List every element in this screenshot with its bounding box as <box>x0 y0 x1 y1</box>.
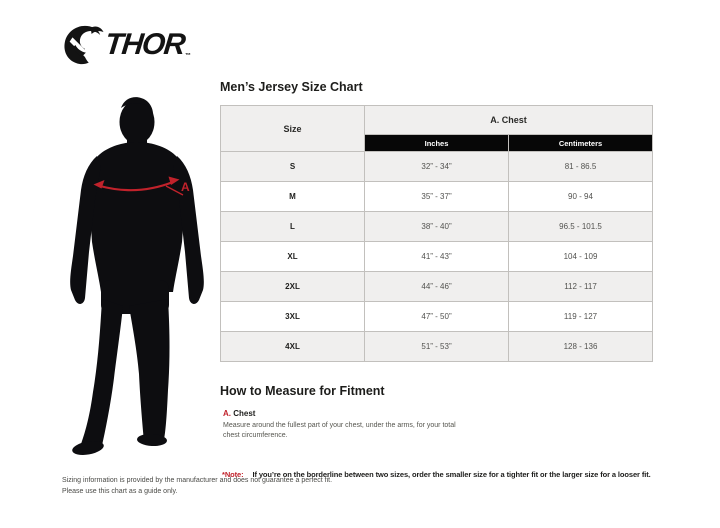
inches-value: 44” - 46” <box>365 272 509 302</box>
measure-section-title: How to Measure for Fitment <box>220 384 385 398</box>
inches-value: 35” - 37” <box>365 182 509 212</box>
cm-value: 96.5 - 101.5 <box>509 212 653 242</box>
size-chart-table <box>220 105 653 362</box>
size-value: M <box>221 182 365 212</box>
inches-value: 41” - 43” <box>365 242 509 272</box>
chest-measurement-label: A <box>181 180 190 194</box>
measure-item-name: Chest <box>233 409 256 418</box>
table-row-2xl <box>221 272 653 302</box>
size-value: 2XL <box>221 272 365 302</box>
table-row-m <box>221 182 653 212</box>
cm-value: 90 - 94 <box>509 182 653 212</box>
column-header-chest: A. Chest <box>365 106 653 135</box>
note-text: If you’re on the borderline between two sizes, order the smaller size for a tighter fit or the larger size for a looser fit. <box>252 470 651 480</box>
table-row-4xl <box>221 332 653 362</box>
size-value: L <box>221 212 365 242</box>
measure-item-key: A. <box>223 409 231 418</box>
size-value: 3XL <box>221 302 365 332</box>
inches-value: 32” - 34” <box>365 152 509 182</box>
disclaimer-line1: Sizing information is provided by the manufacturer and does not guarantee a perfect fit. <box>62 477 333 484</box>
disclaimer-line2: Please use this chart as a guide only. <box>62 487 178 495</box>
inches-value: 47” - 50” <box>365 302 509 332</box>
cm-value: 112 - 117 <box>509 272 653 302</box>
page-title: Men’s Jersey Size Chart <box>220 80 363 94</box>
size-value: XL <box>221 242 365 272</box>
cm-value: 128 - 136 <box>509 332 653 362</box>
measure-item-description: Measure around the fullest part of your chest, under the arms, for your total chest circumference. <box>223 422 456 440</box>
table-row-s <box>221 152 653 182</box>
table-row-xl <box>221 242 653 272</box>
size-value: S <box>221 152 365 182</box>
cm-value: 81 - 86.5 <box>509 152 653 182</box>
inches-value: 51” - 53” <box>365 332 509 362</box>
column-header-inches: Inches <box>365 135 509 152</box>
sizing-disclaimer <box>62 476 332 497</box>
inches-value: 38” - 40” <box>365 212 509 242</box>
column-header-centimeters: Centimeters <box>509 135 653 152</box>
trademark-symbol: ™ <box>185 53 191 59</box>
male-silhouette-figure <box>55 94 230 464</box>
thor-helmet-icon <box>62 24 104 66</box>
table-row-3xl <box>221 302 653 332</box>
measure-item-label <box>223 409 653 418</box>
thor-logo <box>62 25 191 65</box>
size-chart-panel <box>220 80 653 479</box>
size-value: 4XL <box>221 332 365 362</box>
thor-logo-text: THOR <box>103 28 186 61</box>
measure-item-chest <box>220 409 653 441</box>
cm-value: 104 - 109 <box>509 242 653 272</box>
cm-value: 119 - 127 <box>509 302 653 332</box>
column-header-size: Size <box>221 106 365 152</box>
table-row-l <box>221 212 653 242</box>
note-label: *Note: <box>222 470 244 480</box>
